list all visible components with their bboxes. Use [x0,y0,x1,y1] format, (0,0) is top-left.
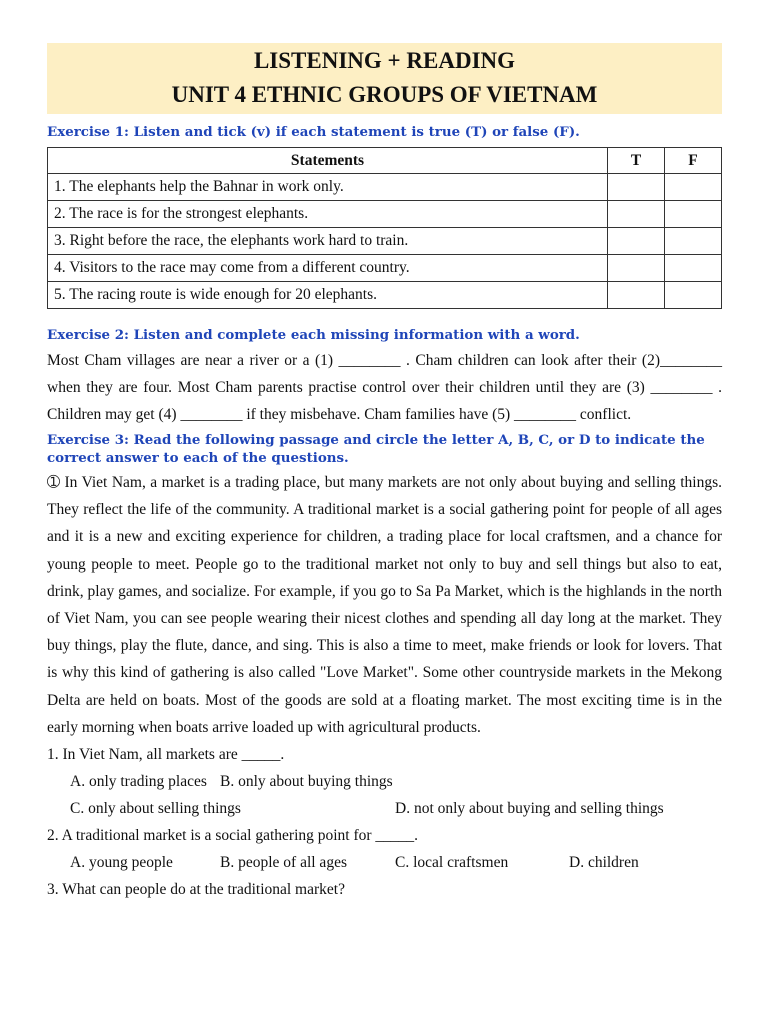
option-b[interactable]: B. only about buying things [220,773,393,791]
option-b[interactable]: B. people of all ages [220,854,347,872]
table-header-row [48,148,722,174]
passage-text: In Viet Nam, a market is a trading place, but many markets are not only about buying and selling things. They reflect the life of the community. A traditional market is a social gathering point for people of all ages and it is a new and exciting experience for children, a trading place for local craftsmen, and a chance for young people to meet. People go to the traditional market not only to buy and sell things but also to eat, drink, play games, and socialize. For example, if you go to Sa Pa Market, which is the highlands in the north of Viet Nam, you can see people wearing their nicest clothes and spending all day long at the market. They buy things, play the flute, dance, and sing. This is also a time to meet, make friends or look for lovers. That is why this kind of gathering is also called "Love Market". Some other countryside markets in the Mekong Delta are held on boats. Most of the goods are sold at a floating market. The most exciting time is in the early morning when boats arrive loaded up with agricultural products. [47,474,723,736]
option-c[interactable]: C. local craftsmen [395,854,509,872]
question-3: 3. What can people do at the traditional market? [47,881,345,899]
question-2-options-row [47,849,722,876]
exercise-2-text: Most Cham villages are near a river or a (1) ________ . Cham children can look after their (2)________ when they are four. Most Cham parents practise control over their children until they are (3) ________ . Children may get (4) ________ if they misbehave. Cham families have (5) ________ conflict. [47,352,722,423]
false-checkbox-cell[interactable] [665,174,722,201]
option-c[interactable]: C. only about selling things [70,800,241,818]
reading-passage [47,469,722,741]
question-2: 2. A traditional market is a social gathering point for _____. [47,827,419,845]
exercise-3-heading: Exercise 3: Read the following passage and circle the letter A, B, C, or D to indicate the correct answer to each of the questions. [47,432,705,466]
statement-cell: 3. Right before the race, the elephants work hard to train. [48,228,608,255]
question-1-options-row-1 [47,768,722,795]
false-checkbox-cell[interactable] [665,282,722,309]
false-checkbox-cell[interactable] [665,255,722,282]
statement-cell: 5. The racing route is wide enough for 20 elephants. [48,282,608,309]
option-d[interactable]: D. not only about buying and selling things [395,800,664,818]
statement-cell: 2. The race is for the strongest elephants. [48,201,608,228]
option-a[interactable]: A. young people [70,854,173,872]
question-1-options-row-2 [47,795,722,822]
true-checkbox-cell[interactable] [608,228,665,255]
question-1: 1. In Viet Nam, all markets are _____. [47,746,285,764]
option-a[interactable]: A. only trading places [70,773,207,791]
true-checkbox-cell[interactable] [608,255,665,282]
column-header-true: T [608,148,665,174]
table-row [48,174,722,201]
worksheet-page [47,43,722,903]
exercise-1-heading: Exercise 1: Listen and tick (v) if each statement is true (T) or false (F). [47,124,580,140]
true-checkbox-cell[interactable] [608,282,665,309]
false-checkbox-cell[interactable] [665,228,722,255]
false-checkbox-cell[interactable] [665,201,722,228]
title-line-2: UNIT 4 ETHNIC GROUPS OF VIETNAM [171,82,598,107]
statements-table [47,147,722,309]
table-row [48,228,722,255]
table-row [48,201,722,228]
option-d[interactable]: D. children [569,854,639,872]
column-header-false: F [665,148,722,174]
exercise-2-heading: Exercise 2: Listen and complete each missing information with a word. [47,327,580,343]
table-row [48,255,722,282]
column-header-statements: Statements [48,148,608,174]
title-line-1: LISTENING + READING [253,48,516,73]
title-banner [47,43,722,114]
statement-cell: 4. Visitors to the race may come from a different country. [48,255,608,282]
passage-number-marker: ➀ [47,474,60,491]
table-row [48,282,722,309]
statement-cell: 1. The elephants help the Bahnar in work only. [48,174,608,201]
true-checkbox-cell[interactable] [608,201,665,228]
true-checkbox-cell[interactable] [608,174,665,201]
